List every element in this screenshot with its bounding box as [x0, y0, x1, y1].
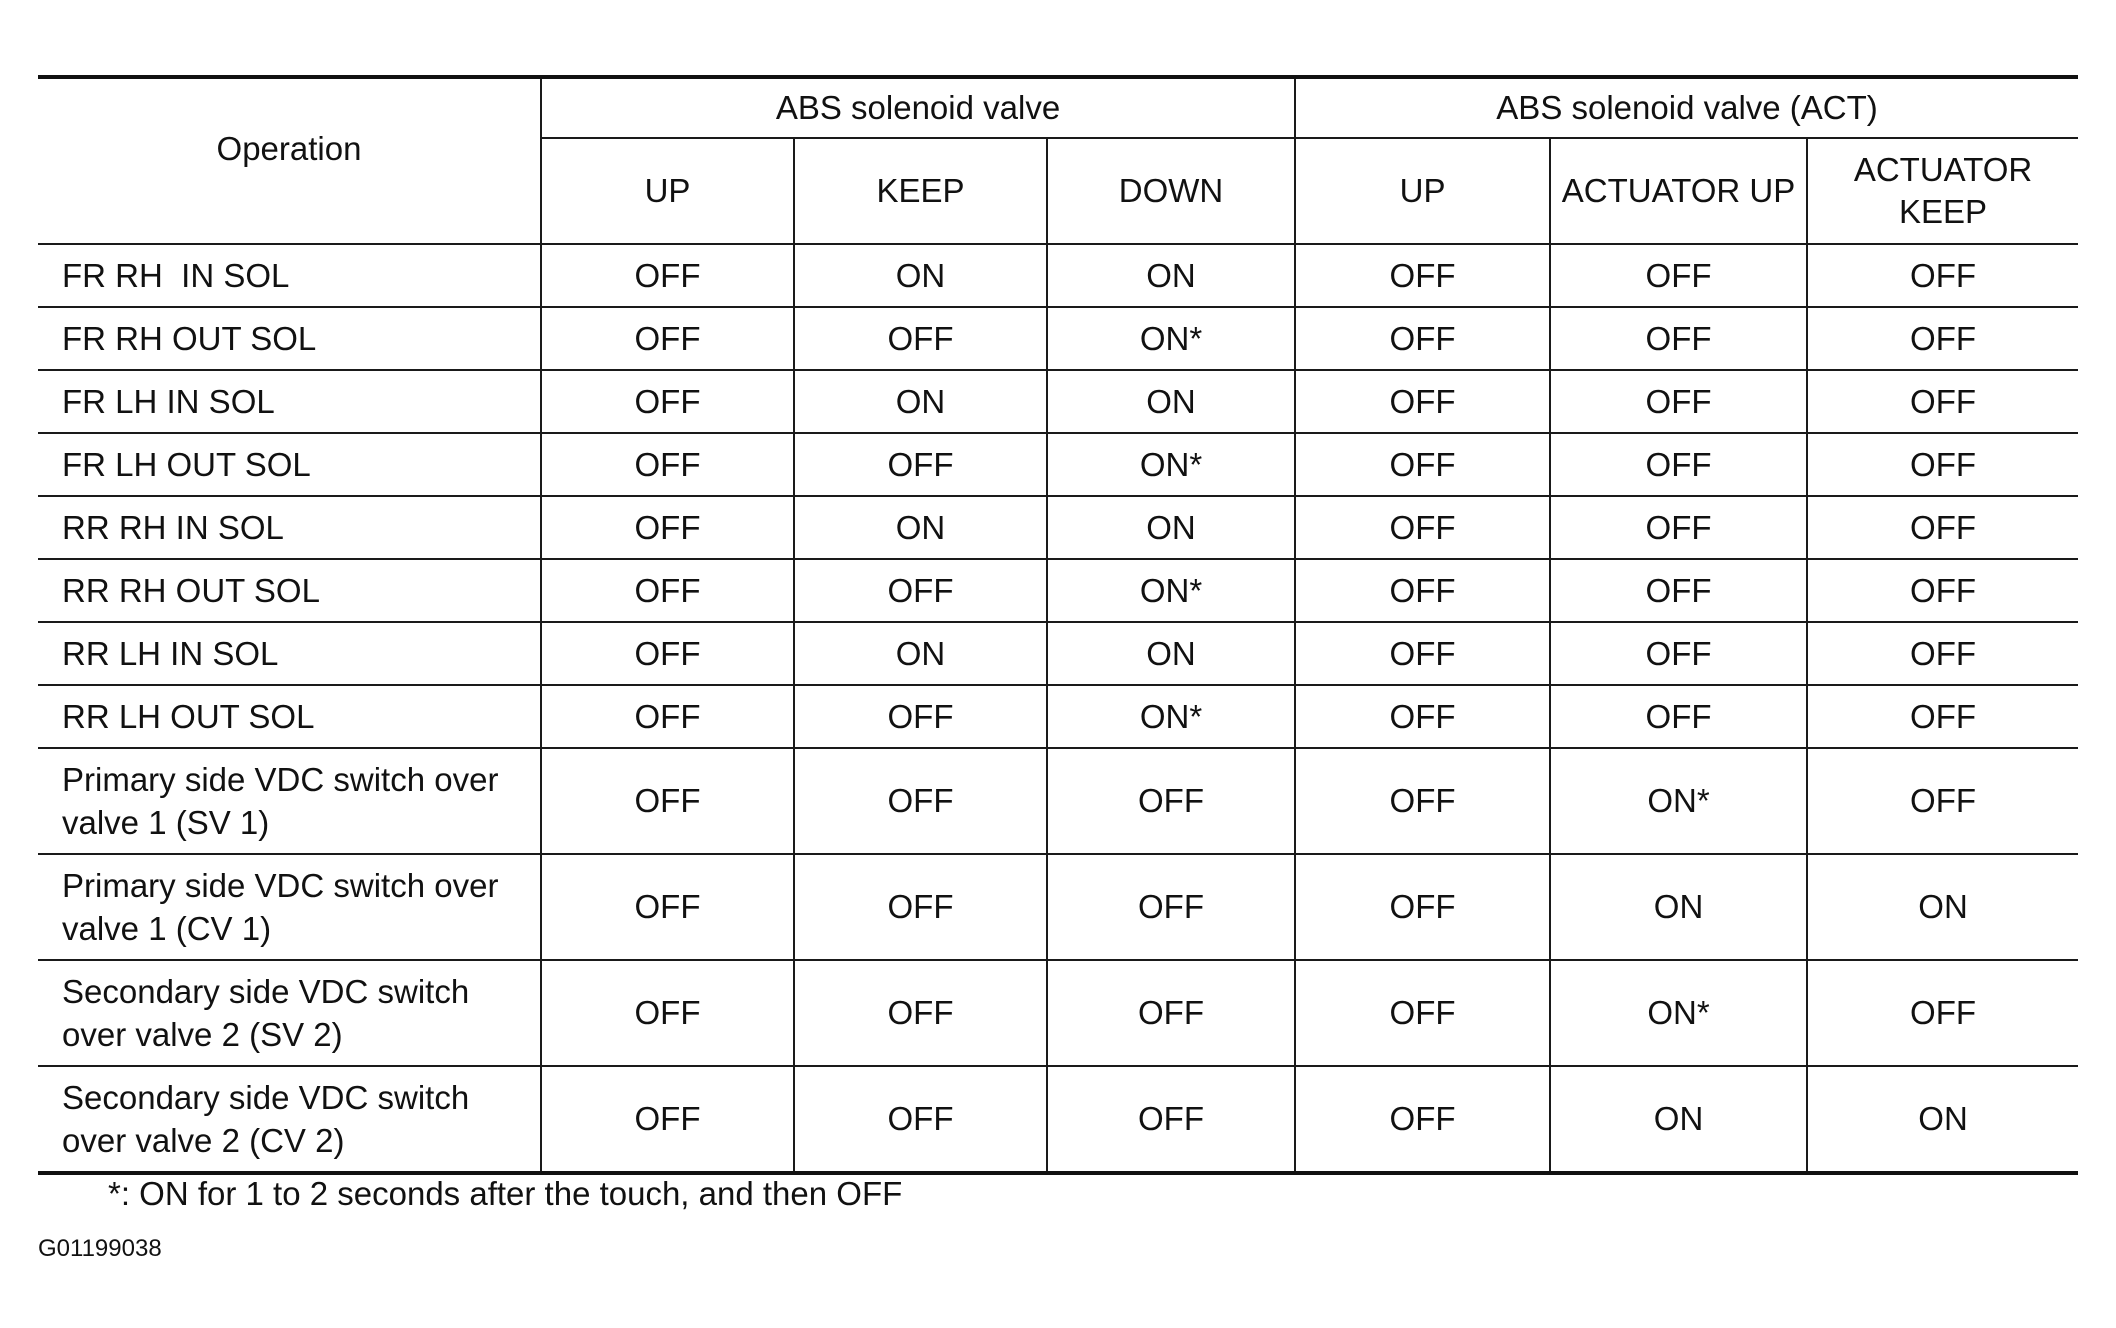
value-cell-act-up: OFF: [1295, 854, 1550, 960]
value-cell-actuator-up: OFF: [1550, 244, 1807, 307]
value-cell-down: OFF: [1047, 748, 1295, 854]
value-cell-actuator-up: OFF: [1550, 370, 1807, 433]
value-cell-actuator-up: ON: [1550, 854, 1807, 960]
value-cell-keep: OFF: [794, 307, 1047, 370]
table-row: [38, 622, 2078, 685]
value-cell-actuator-up: OFF: [1550, 559, 1807, 622]
value-cell-up: OFF: [541, 433, 794, 496]
table-row: [38, 370, 2078, 433]
value-cell-actuator-keep: OFF: [1807, 559, 2078, 622]
value-cell-keep: ON: [794, 370, 1047, 433]
column-header-down: DOWN: [1047, 138, 1295, 244]
value-cell-down: ON: [1047, 244, 1295, 307]
value-cell-keep: OFF: [794, 960, 1047, 1066]
value-cell-actuator-up: OFF: [1550, 622, 1807, 685]
table-header-group-row: [38, 77, 2078, 138]
value-cell-keep: ON: [794, 622, 1047, 685]
abs-solenoid-valve-group-header: ABS solenoid valve: [541, 77, 1295, 138]
value-cell-up: OFF: [541, 244, 794, 307]
value-cell-keep: OFF: [794, 1066, 1047, 1173]
value-cell-down: ON: [1047, 370, 1295, 433]
column-header-act-up: UP: [1295, 138, 1550, 244]
value-cell-actuator-up: OFF: [1550, 496, 1807, 559]
value-cell-up: OFF: [541, 960, 794, 1066]
value-cell-actuator-keep: OFF: [1807, 244, 2078, 307]
value-cell-down: ON*: [1047, 559, 1295, 622]
value-cell-act-up: OFF: [1295, 748, 1550, 854]
value-cell-actuator-keep: OFF: [1807, 622, 2078, 685]
abs-solenoid-valve-act-group-header: ABS solenoid valve (ACT): [1295, 77, 2078, 138]
value-cell-act-up: OFF: [1295, 960, 1550, 1066]
value-cell-up: OFF: [541, 307, 794, 370]
solenoid-operation-table-container: [38, 75, 2078, 1175]
value-cell-keep: ON: [794, 244, 1047, 307]
value-cell-keep: OFF: [794, 748, 1047, 854]
value-cell-up: OFF: [541, 496, 794, 559]
table-row: [38, 307, 2078, 370]
column-header-actuator-keep: ACTUATOR KEEP: [1807, 138, 2078, 244]
value-cell-actuator-up: ON: [1550, 1066, 1807, 1173]
operation-cell: Secondary side VDC switch over valve 2 (CV 2): [38, 1066, 541, 1173]
operation-cell: Secondary side VDC switch over valve 2 (SV 2): [38, 960, 541, 1066]
solenoid-operation-table: [38, 75, 2078, 1175]
value-cell-act-up: OFF: [1295, 244, 1550, 307]
value-cell-actuator-keep: ON: [1807, 854, 2078, 960]
operation-cell: RR RH OUT SOL: [38, 559, 541, 622]
value-cell-up: OFF: [541, 685, 794, 748]
value-cell-act-up: OFF: [1295, 622, 1550, 685]
column-header-actuator-up: ACTUATOR UP: [1550, 138, 1807, 244]
value-cell-act-up: OFF: [1295, 433, 1550, 496]
value-cell-down: OFF: [1047, 854, 1295, 960]
value-cell-actuator-up: OFF: [1550, 685, 1807, 748]
value-cell-actuator-keep: OFF: [1807, 748, 2078, 854]
value-cell-act-up: OFF: [1295, 685, 1550, 748]
operation-cell: Primary side VDC switch over valve 1 (SV 1): [38, 748, 541, 854]
value-cell-keep: ON: [794, 496, 1047, 559]
value-cell-keep: OFF: [794, 433, 1047, 496]
value-cell-actuator-keep: OFF: [1807, 307, 2078, 370]
value-cell-act-up: OFF: [1295, 1066, 1550, 1173]
value-cell-actuator-keep: OFF: [1807, 433, 2078, 496]
value-cell-up: OFF: [541, 1066, 794, 1173]
value-cell-down: OFF: [1047, 960, 1295, 1066]
value-cell-down: ON*: [1047, 685, 1295, 748]
value-cell-act-up: OFF: [1295, 559, 1550, 622]
value-cell-actuator-keep: OFF: [1807, 496, 2078, 559]
value-cell-keep: OFF: [794, 685, 1047, 748]
table-row: [38, 496, 2078, 559]
column-header-keep: KEEP: [794, 138, 1047, 244]
value-cell-up: OFF: [541, 854, 794, 960]
table-row: [38, 748, 2078, 854]
table-row: [38, 960, 2078, 1066]
value-cell-actuator-up: OFF: [1550, 307, 1807, 370]
value-cell-up: OFF: [541, 622, 794, 685]
value-cell-actuator-keep: OFF: [1807, 960, 2078, 1066]
table-row: [38, 854, 2078, 960]
value-cell-keep: OFF: [794, 559, 1047, 622]
operation-cell: FR LH IN SOL: [38, 370, 541, 433]
operation-cell: FR RH OUT SOL: [38, 307, 541, 370]
value-cell-down: ON: [1047, 622, 1295, 685]
value-cell-actuator-keep: OFF: [1807, 685, 2078, 748]
value-cell-up: OFF: [541, 370, 794, 433]
value-cell-down: OFF: [1047, 1066, 1295, 1173]
value-cell-actuator-keep: OFF: [1807, 370, 2078, 433]
table-row: [38, 685, 2078, 748]
value-cell-down: ON: [1047, 496, 1295, 559]
value-cell-act-up: OFF: [1295, 496, 1550, 559]
operation-cell: RR LH IN SOL: [38, 622, 541, 685]
operation-column-header: Operation: [38, 77, 541, 244]
value-cell-actuator-keep: ON: [1807, 1066, 2078, 1173]
footnote: *: ON for 1 to 2 seconds after the touch, and then OFF: [108, 1175, 903, 1212]
value-cell-act-up: OFF: [1295, 370, 1550, 433]
value-cell-down: ON*: [1047, 307, 1295, 370]
value-cell-up: OFF: [541, 559, 794, 622]
table-row: [38, 1066, 2078, 1173]
figure-id: G01199038: [38, 1235, 162, 1262]
operation-cell: FR RH IN SOL: [38, 244, 541, 307]
operation-cell: FR LH OUT SOL: [38, 433, 541, 496]
value-cell-actuator-up: OFF: [1550, 433, 1807, 496]
table-row: [38, 244, 2078, 307]
value-cell-actuator-up: ON*: [1550, 960, 1807, 1066]
operation-cell: Primary side VDC switch over valve 1 (CV 1): [38, 854, 541, 960]
table-row: [38, 433, 2078, 496]
operation-cell: RR RH IN SOL: [38, 496, 541, 559]
column-header-up: UP: [541, 138, 794, 244]
value-cell-down: ON*: [1047, 433, 1295, 496]
table-row: [38, 559, 2078, 622]
value-cell-act-up: OFF: [1295, 307, 1550, 370]
value-cell-keep: OFF: [794, 854, 1047, 960]
value-cell-up: OFF: [541, 748, 794, 854]
value-cell-actuator-up: ON*: [1550, 748, 1807, 854]
table-body: [38, 244, 2078, 1173]
operation-cell: RR LH OUT SOL: [38, 685, 541, 748]
